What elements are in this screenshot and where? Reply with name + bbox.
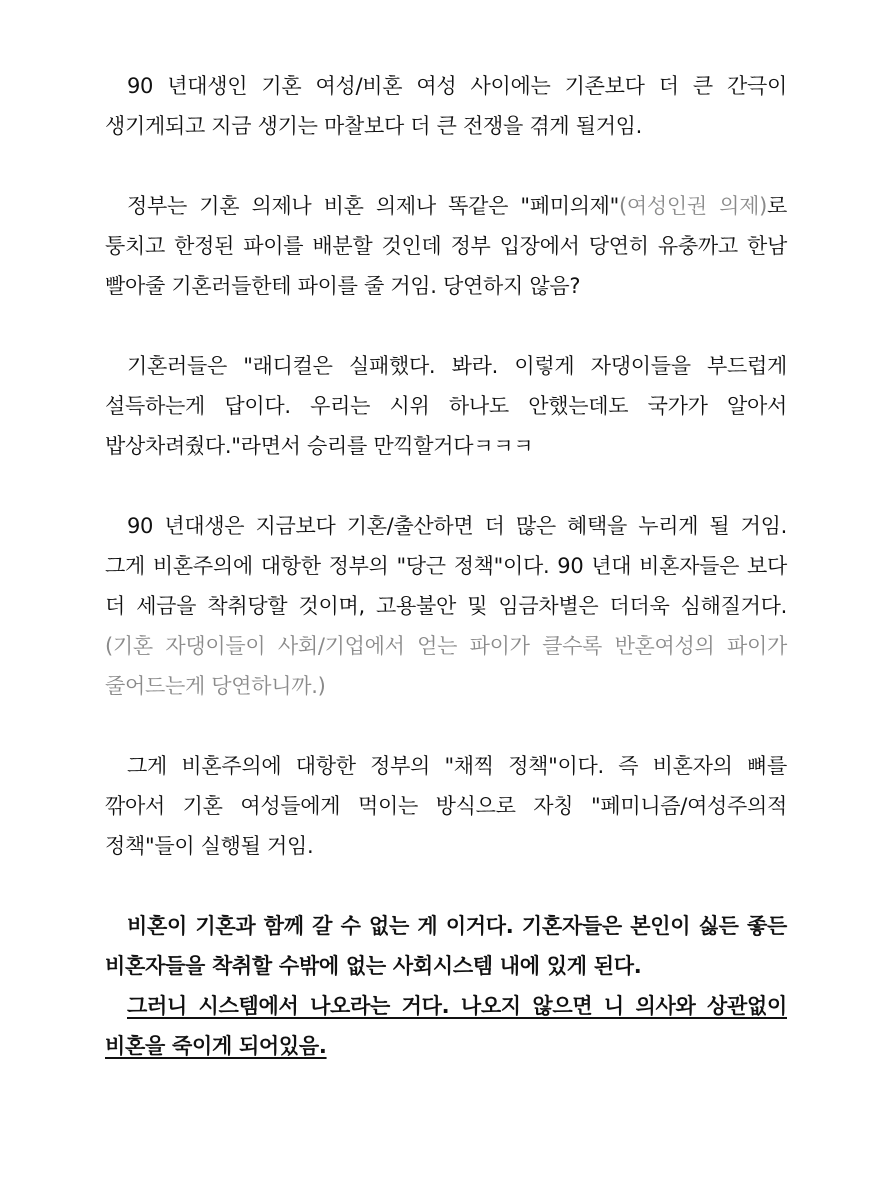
paragraph-5 <box>105 746 787 866</box>
paragraph-2 <box>105 186 787 306</box>
paragraph-6-bold-text: 비혼이 기혼과 함께 갈 수 없는 게 이거다. 기혼자들은 본인이 싫든 좋든 비혼자들을 착취할 수밖에 없는 사회시스템 내에 있게 된다. <box>105 914 787 978</box>
paragraph-6-conclusion <box>105 986 787 1066</box>
paragraph-4 <box>105 506 787 706</box>
paragraph-1-text: 90 년대생인 기혼 여성/비혼 여성 사이에는 기존보다 더 큰 간극이 생기게되고 지금 생기는 마찰보다 더 큰 전쟁을 겪게 될거임. <box>105 74 787 138</box>
paragraph-2-aside: (여성인권 의제) <box>619 194 767 218</box>
paragraph-2-text-b: 로 퉁치고 한정된 파이를 배분할 것인데 정부 입장에서 당연히 유충까고 한남 빨아줄 기혼러들한테 파이를 줄 거임. 당연하지 않음? <box>105 194 787 298</box>
paragraph-6-underlined-text: 그러니 시스템에서 나오라는 거다. 나오지 않으면 니 의사와 상관없이 비혼을 죽이게 되어있음. <box>105 994 787 1058</box>
paragraph-4-aside: (기혼 자댕이들이 사회/기업에서 얻는 파이가 클수록 반혼여성의 파이가 줄어드는게 당연하니까.) <box>105 634 787 698</box>
paragraph-3-text: 기혼러들은 "래디컬은 실패했다. 봐라. 이렇게 자댕이들을 부드럽게 설득하는게 답이다. 우리는 시위 하나도 안했는데도 국가가 알아서 밥상차려줬다."라면서 승리를 만끽할거다ㅋㅋㅋ <box>105 354 787 458</box>
paragraph-4-text: 90 년대생은 지금보다 기혼/출산하면 더 많은 혜택을 누리게 될 거임. 그게 비혼주의에 대항한 정부의 "당근 정책"이다. 90 년대 비혼자들은 보다 더 세금을 착취당할 것이며, 고용불안 및 임금차별은 더더욱 심해질거다. <box>105 514 787 618</box>
paragraph-6-emphasis <box>105 906 787 986</box>
document-body <box>105 66 787 1066</box>
paragraph-3 <box>105 346 787 466</box>
paragraph-5-text: 그게 비혼주의에 대항한 정부의 "채찍 정책"이다. 즉 비혼자의 뼈를 깎아서 기혼 여성들에게 먹이는 방식으로 자칭 "페미니즘/여성주의적 정책"들이 실행될 거임. <box>105 754 787 858</box>
paragraph-2-text-a: 정부는 기혼 의제나 비혼 의제나 똑같은 "페미의제" <box>127 194 620 218</box>
paragraph-1 <box>105 66 787 146</box>
